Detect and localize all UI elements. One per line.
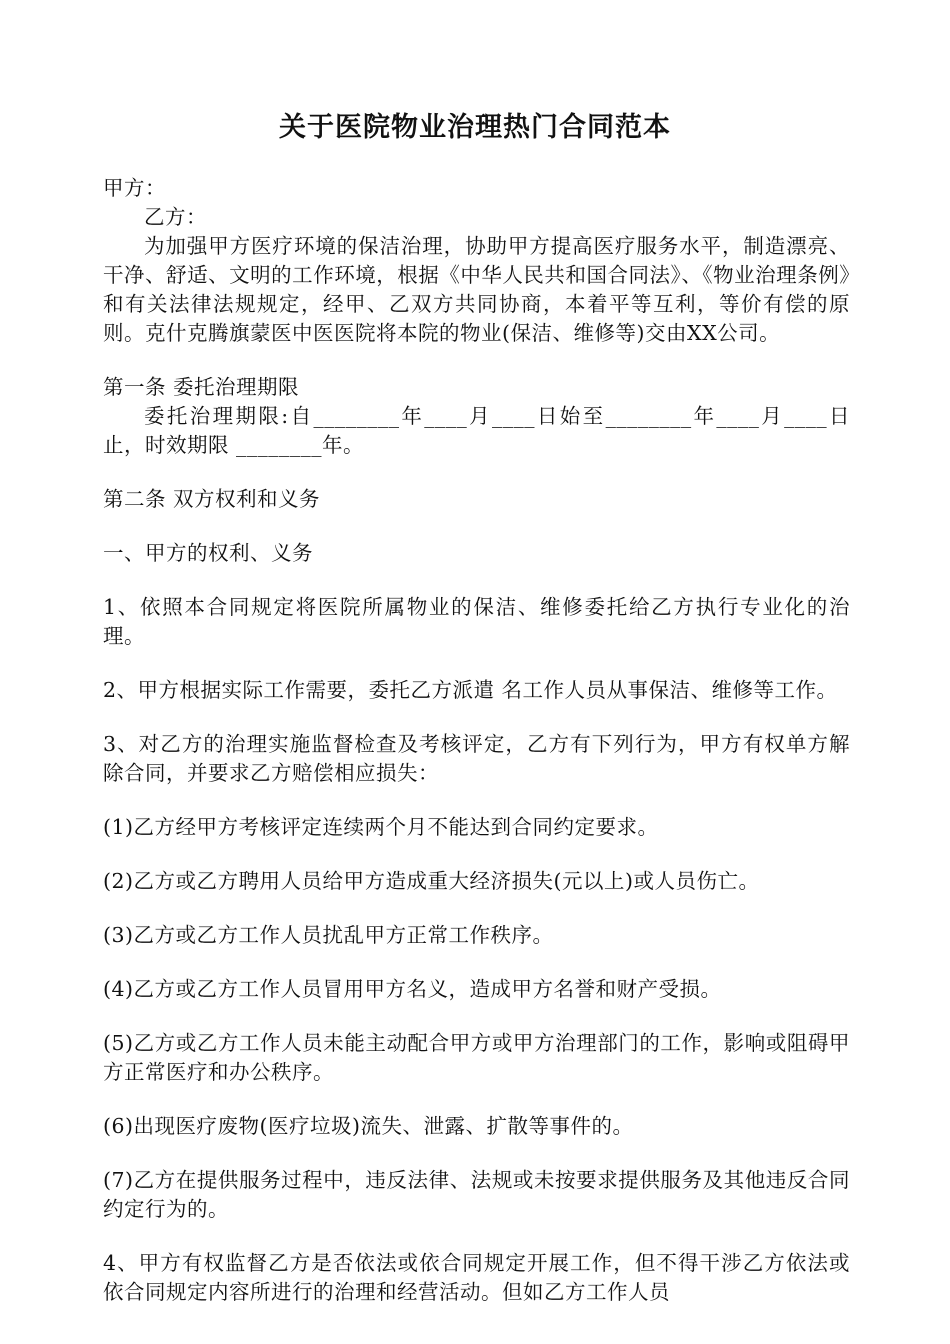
article-1-text: 委托治理期限:自________年____月____日始至________年____月____日止，时效期限 ________年。 [103, 404, 850, 457]
list-item: (7)乙方在提供服务过程中，违反法律、法规或未按要求提供服务及其他违反合同约定行为的。 [103, 1168, 850, 1221]
article-2-heading: 第二条 双方权利和义务 [103, 487, 321, 511]
document-title: 关于医院物业治理热门合同范本 [279, 112, 671, 143]
list-item: 2、甲方根据实际工作需要，委托乙方派遣 名工作人员从事保洁、维修等工作。 [103, 678, 838, 702]
list-item: 4、甲方有权监督乙方是否依法或依合同规定开展工作，但不得干涉乙方依法或依合同规定内容所进行的治理和经营活动。但如乙方工作人员 [103, 1251, 850, 1304]
party-a-line: 甲方： [103, 176, 166, 200]
list-item: (4)乙方或乙方工作人员冒用甲方名义，造成甲方名誉和财产受损。 [103, 977, 722, 1001]
list-item: (2)乙方或乙方聘用人员给甲方造成重大经济损失(元以上)或人员伤亡。 [103, 869, 760, 893]
preamble-paragraph: 为加强甲方医疗环境的保洁治理，协助甲方提高医疗服务水平，制造漂亮、干净、舒适、文明的工作环境，根据《中华人民共和国合同法》、《物业治理条例》和有关法律法规规定，经甲、乙双方共同协商，本着平等互利，等价有偿的原则。克什克腾旗蒙医中医医院将本院的物业(保洁、维修等)交由XX公司。 [103, 234, 850, 345]
list-item: 1、依照本合同规定将医院所属物业的保洁、维修委托给乙方执行专业化的治理。 [103, 595, 850, 648]
list-item: (3)乙方或乙方工作人员扰乱甲方正常工作秩序。 [103, 923, 554, 947]
section-a-heading: 一、甲方的权利、义务 [103, 541, 313, 565]
party-b-line: 乙方： [144, 205, 207, 229]
list-item: (6)出现医疗废物(医疗垃圾)流失、泄露、扩散等事件的。 [103, 1114, 634, 1138]
document-body [103, 174, 850, 1307]
list-item: (5)乙方或乙方工作人员未能主动配合甲方或甲方治理部门的工作，影响或阻碍甲方正常医疗和办公秩序。 [103, 1031, 850, 1084]
list-item: (1)乙方经甲方考核评定连续两个月不能达到合同约定要求。 [103, 815, 659, 839]
list-item: 3、对乙方的治理实施监督检查及考核评定，乙方有下列行为，甲方有权单方解除合同，并要求乙方赔偿相应损失： [103, 732, 850, 785]
article-1-heading: 第一条 委托治理期限 [103, 375, 300, 399]
